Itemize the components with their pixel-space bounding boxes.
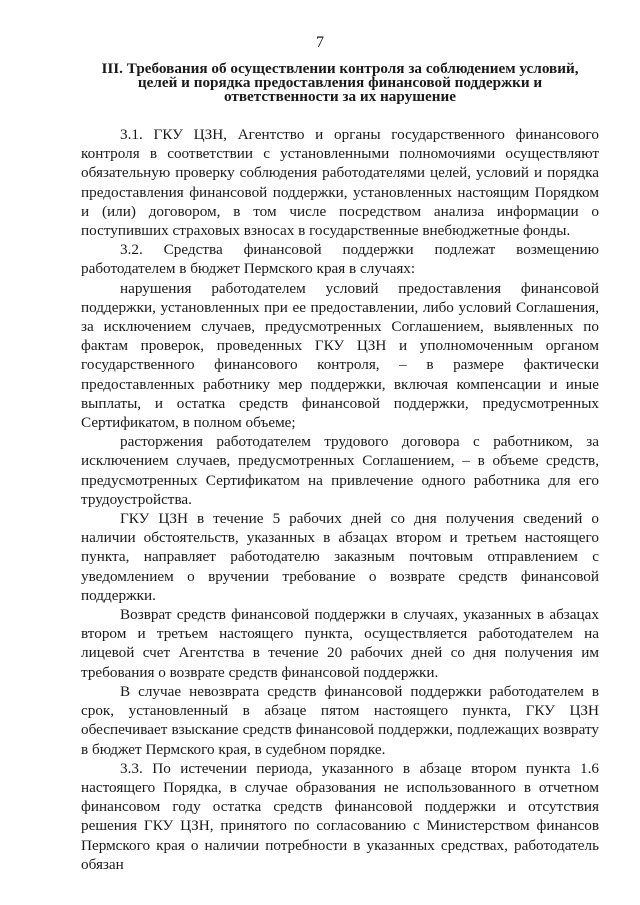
paragraph-notification: ГКУ ЦЗН в течение 5 рабочих дней со дня получения сведений о наличии обстоятельств, указанных в абзацах втором и третьем настоящего пункта, направляет работодателю заказным почтовым отправлением с уведомлением о вручении требование о возврате средств финансовой поддержки. [81, 510, 599, 604]
paragraph-refund: Возврат средств финансовой поддержки в случаях, указанных в абзацах втором и третьем настоящего пункта, осуществляется работодателем на лицевой счет Агентства в течение 20 рабочих дней со дня получения им требования о возврате средств финансовой поддержки. [81, 606, 599, 681]
paragraph-3-3: 3.3. По истечении периода, указанного в абзаце втором пункта 1.6 настоящего Порядка, в случае образования не использованного в отчетном финансовом году остатка средств финансовой поддержки и отсутствия решения ГКУ ЦЗН, принятого по согласованию с Министерством финансов Пермского края о наличии потребности в указанных средствах, работодатель обязан [81, 759, 599, 873]
body-text [81, 125, 599, 874]
paragraph-3-2: 3.2. Средства финансовой поддержки подлежат возмещению работодателем в бюджет Пермского края в случаях: [81, 241, 599, 278]
paragraph-3-1: 3.1. ГКУ ЦЗН, Агентство и органы государственного финансового контроля в соответствии с установленными полномочиями осуществляют обязательную проверку соблюдения работодателями целей, условий и порядка предоставления финансовой поддержки, установленных настоящим Порядком и (или) договором, в том числе посредством анализа информации о поступивших страховых взносах в государственные внебюджетные фонды. [81, 126, 599, 240]
section-title: III. Требования об осуществлении контроля за соблюдением условий, целей и порядка предоставления финансовой поддержки и ответственности за их нарушение [101, 60, 579, 105]
paragraph-termination-case: расторжения работодателем трудового договора с работником, за исключением случаев, предусмотренных Соглашением, – в объеме средств, предусмотренных Сертификатом на привлечение одного работника для его трудоустройства. [81, 433, 599, 508]
paragraph-court-recovery: В случае невозврата средств финансовой поддержки работодателем в срок, установленный в абзаце пятом настоящего пункта, ГКУ ЦЗН обеспечивает взыскание средств финансовой поддержки, подлежащих возврату в бюджет Пермского края, в судебном порядке. [81, 682, 599, 758]
page-number: 7 [316, 34, 324, 51]
paragraph-violation-case: нарушения работодателем условий предоставления финансовой поддержки, установленных при ее предоставлении, либо условий Соглашения, за исключением случаев, предусмотренных Соглашением, выявленных по фактам проверок, проведенных ГКУ ЦЗН и уполномоченным органом государственного финансового контроля, – в размере фактически предоставленных работнику мер поддержки, включая компенсации и иные выплаты, и остатка средств финансовой поддержки, предусмотренных Сертификатом, в полном объеме; [81, 279, 599, 432]
